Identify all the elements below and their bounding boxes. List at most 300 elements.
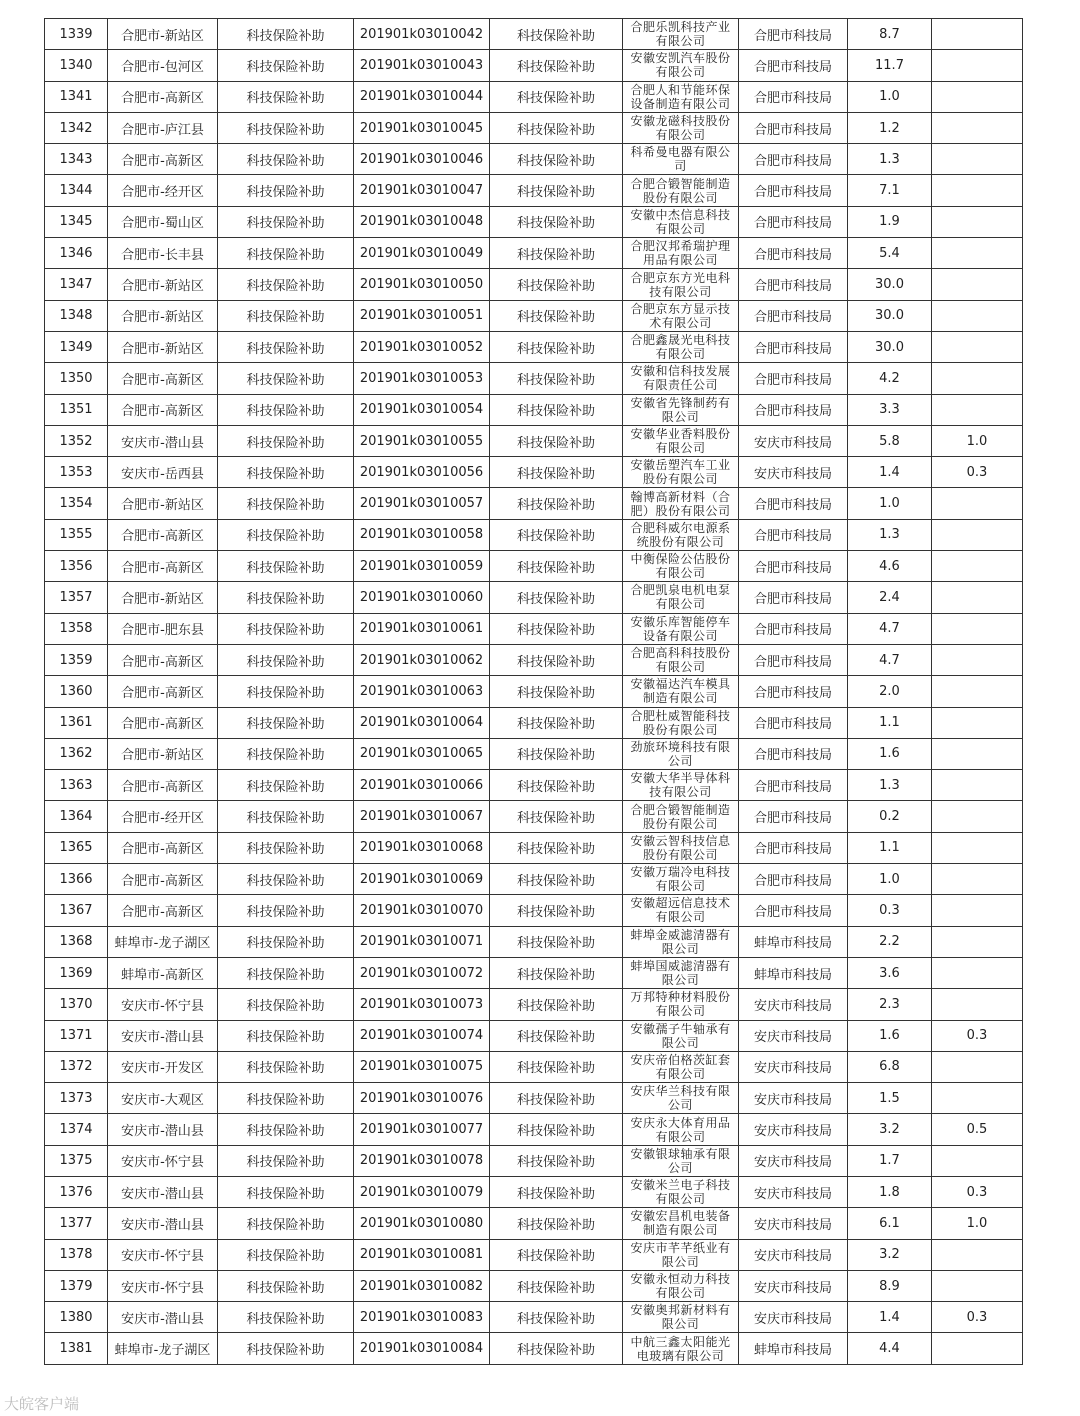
table-row [45,1114,1023,1145]
subsidy-type-cell: 科技保险补助 [218,519,354,550]
table-row [45,989,1023,1020]
department-cell: 合肥市科技局 [739,551,848,582]
project-name-cell: 科技保险补助 [490,144,623,175]
company-name-cell: 安庆帝伯格茨缸套有限公司 [623,1051,739,1082]
project-code-cell: 201901k03010079 [354,1176,490,1207]
extra-amount-cell [932,864,1023,895]
department-cell: 合肥市科技局 [739,519,848,550]
company-name-cell: 万邦特种材料股份有限公司 [623,989,739,1020]
department-cell: 安庆市科技局 [739,989,848,1020]
amount-cell: 1.3 [848,770,932,801]
extra-amount-cell [932,81,1023,112]
table-row [45,331,1023,362]
extra-amount-cell [932,1083,1023,1114]
project-code-cell: 201901k03010046 [354,144,490,175]
table-row [45,1176,1023,1207]
extra-amount-cell [932,582,1023,613]
extra-amount-cell [932,738,1023,769]
table-row [45,175,1023,206]
company-name-cell: 中航三鑫太阳能光电玻璃有限公司 [623,1333,739,1364]
serial-number-cell: 1362 [45,738,108,769]
extra-amount-cell [932,1051,1023,1082]
serial-number-cell: 1381 [45,1333,108,1364]
project-code-cell: 201901k03010052 [354,331,490,362]
company-name-cell: 安徽省先锋制药有限公司 [623,394,739,425]
project-code-cell: 201901k03010053 [354,363,490,394]
company-name-cell: 合肥高科科技股份有限公司 [623,644,739,675]
table-row [45,1051,1023,1082]
region-cell: 安庆市-岳西县 [108,457,218,488]
company-name-cell: 合肥合锻智能制造股份有限公司 [623,801,739,832]
department-cell: 安庆市科技局 [739,1083,848,1114]
project-code-cell: 201901k03010083 [354,1302,490,1333]
region-cell: 合肥市-蜀山区 [108,206,218,237]
company-name-cell: 合肥合锻智能制造股份有限公司 [623,175,739,206]
amount-cell: 1.3 [848,519,932,550]
region-cell: 安庆市-潜山县 [108,425,218,456]
extra-amount-cell: 0.3 [932,1302,1023,1333]
table-row [45,19,1023,50]
region-cell: 合肥市-新站区 [108,582,218,613]
subsidy-type-cell: 科技保险补助 [218,1176,354,1207]
project-code-cell: 201901k03010075 [354,1051,490,1082]
subsidy-type-cell: 科技保险补助 [218,50,354,81]
company-name-cell: 蚌埠金威滤清器有限公司 [623,926,739,957]
company-name-cell: 合肥科威尔电源系统股份有限公司 [623,519,739,550]
department-cell: 合肥市科技局 [739,144,848,175]
company-name-cell: 翰博高新材料（合肥）股份有限公司 [623,488,739,519]
table-row [45,551,1023,582]
subsidy-type-cell: 科技保险补助 [218,676,354,707]
subsidy-type-cell: 科技保险补助 [218,331,354,362]
amount-cell: 1.1 [848,707,932,738]
department-cell: 安庆市科技局 [739,425,848,456]
company-name-cell: 安徽龙磁科技股份有限公司 [623,112,739,143]
amount-cell: 1.2 [848,112,932,143]
project-name-cell: 科技保险补助 [490,957,623,988]
subsidy-type-cell: 科技保险补助 [218,832,354,863]
region-cell: 合肥市-新站区 [108,269,218,300]
table-row [45,1083,1023,1114]
project-code-cell: 201901k03010042 [354,19,490,50]
region-cell: 合肥市-新站区 [108,19,218,50]
company-name-cell: 安徽华业香料股份有限公司 [623,425,739,456]
project-code-cell: 201901k03010047 [354,175,490,206]
department-cell: 安庆市科技局 [739,1302,848,1333]
region-cell: 合肥市-经开区 [108,175,218,206]
extra-amount-cell [932,1145,1023,1176]
region-cell: 安庆市-潜山县 [108,1176,218,1207]
department-cell: 安庆市科技局 [739,457,848,488]
amount-cell: 6.1 [848,1208,932,1239]
region-cell: 合肥市-高新区 [108,644,218,675]
department-cell: 合肥市科技局 [739,582,848,613]
extra-amount-cell [932,832,1023,863]
region-cell: 安庆市-怀宁县 [108,1145,218,1176]
project-name-cell: 科技保险补助 [490,457,623,488]
company-name-cell: 安徽奥邦新材料有限公司 [623,1302,739,1333]
department-cell: 合肥市科技局 [739,19,848,50]
project-code-cell: 201901k03010059 [354,551,490,582]
extra-amount-cell [932,175,1023,206]
serial-number-cell: 1364 [45,801,108,832]
serial-number-cell: 1363 [45,770,108,801]
department-cell: 合肥市科技局 [739,488,848,519]
serial-number-cell: 1342 [45,112,108,143]
department-cell: 安庆市科技局 [739,1020,848,1051]
region-cell: 合肥市-高新区 [108,144,218,175]
extra-amount-cell [932,551,1023,582]
amount-cell: 3.3 [848,394,932,425]
extra-amount-cell [932,519,1023,550]
serial-number-cell: 1369 [45,957,108,988]
department-cell: 合肥市科技局 [739,676,848,707]
company-name-cell: 安庆市芊芊纸业有限公司 [623,1239,739,1270]
extra-amount-cell [932,269,1023,300]
table-row [45,832,1023,863]
extra-amount-cell: 0.5 [932,1114,1023,1145]
amount-cell: 3.2 [848,1114,932,1145]
project-code-cell: 201901k03010057 [354,488,490,519]
serial-number-cell: 1343 [45,144,108,175]
serial-number-cell: 1373 [45,1083,108,1114]
extra-amount-cell [932,50,1023,81]
amount-cell: 1.5 [848,1083,932,1114]
department-cell: 合肥市科技局 [739,801,848,832]
serial-number-cell: 1349 [45,331,108,362]
subsidy-type-cell: 科技保险补助 [218,488,354,519]
table-row [45,488,1023,519]
serial-number-cell: 1357 [45,582,108,613]
subsidy-type-cell: 科技保险补助 [218,1333,354,1364]
project-name-cell: 科技保险补助 [490,582,623,613]
extra-amount-cell [932,895,1023,926]
region-cell: 合肥市-高新区 [108,895,218,926]
company-name-cell: 安徽云智科技信息股份有限公司 [623,832,739,863]
amount-cell: 3.6 [848,957,932,988]
table-row [45,738,1023,769]
amount-cell: 2.0 [848,676,932,707]
department-cell: 合肥市科技局 [739,770,848,801]
project-name-cell: 科技保险补助 [490,613,623,644]
serial-number-cell: 1377 [45,1208,108,1239]
table-row [45,957,1023,988]
serial-number-cell: 1374 [45,1114,108,1145]
extra-amount-cell: 0.3 [932,1020,1023,1051]
region-cell: 合肥市-高新区 [108,81,218,112]
table-row [45,707,1023,738]
project-name-cell: 科技保险补助 [490,989,623,1020]
amount-cell: 5.4 [848,238,932,269]
amount-cell: 0.2 [848,801,932,832]
region-cell: 合肥市-新站区 [108,300,218,331]
extra-amount-cell: 1.0 [932,425,1023,456]
serial-number-cell: 1360 [45,676,108,707]
subsidy-type-cell: 科技保险补助 [218,112,354,143]
project-code-cell: 201901k03010044 [354,81,490,112]
project-code-cell: 201901k03010048 [354,206,490,237]
table-row [45,926,1023,957]
extra-amount-cell [932,707,1023,738]
project-name-cell: 科技保险补助 [490,895,623,926]
amount-cell: 8.9 [848,1270,932,1301]
serial-number-cell: 1378 [45,1239,108,1270]
subsidy-type-cell: 科技保险补助 [218,738,354,769]
company-name-cell: 合肥人和节能环保设备制造有限公司 [623,81,739,112]
subsidy-type-cell: 科技保险补助 [218,1020,354,1051]
serial-number-cell: 1358 [45,613,108,644]
table-row [45,519,1023,550]
department-cell: 蚌埠市科技局 [739,926,848,957]
region-cell: 安庆市-潜山县 [108,1020,218,1051]
company-name-cell: 中衡保险公估股份有限公司 [623,551,739,582]
subsidy-type-cell: 科技保险补助 [218,707,354,738]
department-cell: 合肥市科技局 [739,331,848,362]
project-name-cell: 科技保险补助 [490,175,623,206]
subsidy-type-cell: 科技保险补助 [218,19,354,50]
region-cell: 合肥市-新站区 [108,738,218,769]
table-row [45,300,1023,331]
region-cell: 合肥市-新站区 [108,488,218,519]
table-row [45,50,1023,81]
serial-number-cell: 1350 [45,363,108,394]
serial-number-cell: 1367 [45,895,108,926]
project-code-cell: 201901k03010055 [354,425,490,456]
region-cell: 合肥市-高新区 [108,676,218,707]
amount-cell: 4.6 [848,551,932,582]
subsidy-type-cell: 科技保险补助 [218,1145,354,1176]
amount-cell: 1.1 [848,832,932,863]
company-name-cell: 安徽安凯汽车股份有限公司 [623,50,739,81]
project-name-cell: 科技保险补助 [490,1020,623,1051]
company-name-cell: 安徽银球轴承有限公司 [623,1145,739,1176]
project-code-cell: 201901k03010062 [354,644,490,675]
project-name-cell: 科技保险补助 [490,1239,623,1270]
extra-amount-cell [932,144,1023,175]
region-cell: 安庆市-大观区 [108,1083,218,1114]
project-name-cell: 科技保险补助 [490,238,623,269]
amount-cell: 7.1 [848,175,932,206]
subsidy-type-cell: 科技保险补助 [218,457,354,488]
project-name-cell: 科技保险补助 [490,1333,623,1364]
serial-number-cell: 1375 [45,1145,108,1176]
department-cell: 合肥市科技局 [739,895,848,926]
department-cell: 安庆市科技局 [739,1176,848,1207]
region-cell: 合肥市-高新区 [108,394,218,425]
region-cell: 合肥市-高新区 [108,519,218,550]
region-cell: 合肥市-经开区 [108,801,218,832]
table-row [45,238,1023,269]
subsidy-type-cell: 科技保险补助 [218,425,354,456]
department-cell: 蚌埠市科技局 [739,1333,848,1364]
subsidy-type-cell: 科技保险补助 [218,895,354,926]
department-cell: 安庆市科技局 [739,1208,848,1239]
company-name-cell: 安徽宏昌机电装备制造有限公司 [623,1208,739,1239]
table-row [45,864,1023,895]
serial-number-cell: 1371 [45,1020,108,1051]
company-name-cell: 合肥汉邦希瑞护理用品有限公司 [623,238,739,269]
watermark: 大皖客户端 [4,1395,80,1413]
region-cell: 安庆市-潜山县 [108,1114,218,1145]
project-code-cell: 201901k03010065 [354,738,490,769]
project-code-cell: 201901k03010064 [354,707,490,738]
company-name-cell: 安徽岳塑汽车工业股份有限公司 [623,457,739,488]
extra-amount-cell [932,363,1023,394]
subsidy-type-cell: 科技保险补助 [218,864,354,895]
project-name-cell: 科技保险补助 [490,644,623,675]
subsidy-type-cell: 科技保险补助 [218,394,354,425]
project-name-cell: 科技保险补助 [490,488,623,519]
region-cell: 蚌埠市-高新区 [108,957,218,988]
company-name-cell: 安庆永大体育用品有限公司 [623,1114,739,1145]
region-cell: 合肥市-高新区 [108,832,218,863]
subsidy-type-cell: 科技保险补助 [218,206,354,237]
company-name-cell: 安徽万瑞冷电科技有限公司 [623,864,739,895]
subsidy-type-cell: 科技保险补助 [218,300,354,331]
company-name-cell: 蚌埠国威滤清器有限公司 [623,957,739,988]
region-cell: 安庆市-潜山县 [108,1302,218,1333]
subsidy-type-cell: 科技保险补助 [218,989,354,1020]
extra-amount-cell [932,1270,1023,1301]
amount-cell: 1.4 [848,1302,932,1333]
table-row [45,269,1023,300]
extra-amount-cell [932,613,1023,644]
serial-number-cell: 1352 [45,425,108,456]
region-cell: 合肥市-高新区 [108,770,218,801]
amount-cell: 4.7 [848,613,932,644]
serial-number-cell: 1340 [45,50,108,81]
project-name-cell: 科技保险补助 [490,206,623,237]
amount-cell: 1.3 [848,144,932,175]
project-name-cell: 科技保险补助 [490,1302,623,1333]
department-cell: 安庆市科技局 [739,1051,848,1082]
subsidy-type-cell: 科技保险补助 [218,144,354,175]
project-name-cell: 科技保险补助 [490,112,623,143]
amount-cell: 1.7 [848,1145,932,1176]
region-cell: 合肥市-肥东县 [108,613,218,644]
region-cell: 合肥市-高新区 [108,551,218,582]
table-row [45,613,1023,644]
serial-number-cell: 1366 [45,864,108,895]
extra-amount-cell [932,1239,1023,1270]
amount-cell: 30.0 [848,331,932,362]
table-row [45,1145,1023,1176]
subsidy-type-cell: 科技保险补助 [218,1051,354,1082]
department-cell: 合肥市科技局 [739,738,848,769]
project-name-cell: 科技保险补助 [490,1114,623,1145]
department-cell: 合肥市科技局 [739,394,848,425]
subsidy-type-cell: 科技保险补助 [218,1270,354,1301]
extra-amount-cell [932,238,1023,269]
project-code-cell: 201901k03010054 [354,394,490,425]
extra-amount-cell [932,206,1023,237]
table-row [45,582,1023,613]
company-name-cell: 安徽乐库智能停车设备有限公司 [623,613,739,644]
project-code-cell: 201901k03010069 [354,864,490,895]
project-code-cell: 201901k03010058 [354,519,490,550]
project-name-cell: 科技保险补助 [490,1270,623,1301]
region-cell: 合肥市-高新区 [108,864,218,895]
amount-cell: 2.2 [848,926,932,957]
project-code-cell: 201901k03010084 [354,1333,490,1364]
table-row [45,1239,1023,1270]
department-cell: 合肥市科技局 [739,864,848,895]
serial-number-cell: 1380 [45,1302,108,1333]
project-code-cell: 201901k03010067 [354,801,490,832]
company-name-cell: 合肥京东方光电科技有限公司 [623,269,739,300]
subsidy-type-cell: 科技保险补助 [218,926,354,957]
project-name-cell: 科技保险补助 [490,519,623,550]
table-row [45,1020,1023,1051]
department-cell: 合肥市科技局 [739,50,848,81]
project-name-cell: 科技保险补助 [490,394,623,425]
project-name-cell: 科技保险补助 [490,1145,623,1176]
project-code-cell: 201901k03010071 [354,926,490,957]
project-code-cell: 201901k03010049 [354,238,490,269]
table-row [45,895,1023,926]
table-row [45,363,1023,394]
department-cell: 安庆市科技局 [739,1114,848,1145]
company-name-cell: 安庆华兰科技有限公司 [623,1083,739,1114]
project-name-cell: 科技保险补助 [490,269,623,300]
serial-number-cell: 1345 [45,206,108,237]
project-name-cell: 科技保险补助 [490,81,623,112]
serial-number-cell: 1355 [45,519,108,550]
project-code-cell: 201901k03010051 [354,300,490,331]
project-name-cell: 科技保险补助 [490,832,623,863]
project-name-cell: 科技保险补助 [490,300,623,331]
extra-amount-cell [932,1333,1023,1364]
amount-cell: 4.2 [848,363,932,394]
company-name-cell: 合肥杜威智能科技股份有限公司 [623,707,739,738]
amount-cell: 5.8 [848,425,932,456]
amount-cell: 1.0 [848,81,932,112]
subsidy-type-cell: 科技保险补助 [218,644,354,675]
amount-cell: 4.7 [848,644,932,675]
table-row [45,394,1023,425]
company-name-cell: 安徽大华半导体科技有限公司 [623,770,739,801]
project-code-cell: 201901k03010063 [354,676,490,707]
extra-amount-cell [932,112,1023,143]
project-name-cell: 科技保险补助 [490,676,623,707]
amount-cell: 2.4 [848,582,932,613]
extra-amount-cell [932,676,1023,707]
project-name-cell: 科技保险补助 [490,331,623,362]
table-row [45,206,1023,237]
department-cell: 合肥市科技局 [739,81,848,112]
extra-amount-cell: 0.3 [932,1176,1023,1207]
project-name-cell: 科技保险补助 [490,425,623,456]
company-name-cell: 安徽中杰信息科技有限公司 [623,206,739,237]
region-cell: 安庆市-怀宁县 [108,989,218,1020]
serial-number-cell: 1376 [45,1176,108,1207]
serial-number-cell: 1356 [45,551,108,582]
table-row [45,144,1023,175]
project-code-cell: 201901k03010061 [354,613,490,644]
amount-cell: 3.2 [848,1239,932,1270]
project-name-cell: 科技保险补助 [490,1208,623,1239]
department-cell: 合肥市科技局 [739,206,848,237]
project-code-cell: 201901k03010043 [354,50,490,81]
project-name-cell: 科技保险补助 [490,864,623,895]
department-cell: 合肥市科技局 [739,238,848,269]
serial-number-cell: 1361 [45,707,108,738]
region-cell: 安庆市-潜山县 [108,1208,218,1239]
serial-number-cell: 1368 [45,926,108,957]
serial-number-cell: 1354 [45,488,108,519]
extra-amount-cell [932,488,1023,519]
subsidy-type-cell: 科技保险补助 [218,1114,354,1145]
